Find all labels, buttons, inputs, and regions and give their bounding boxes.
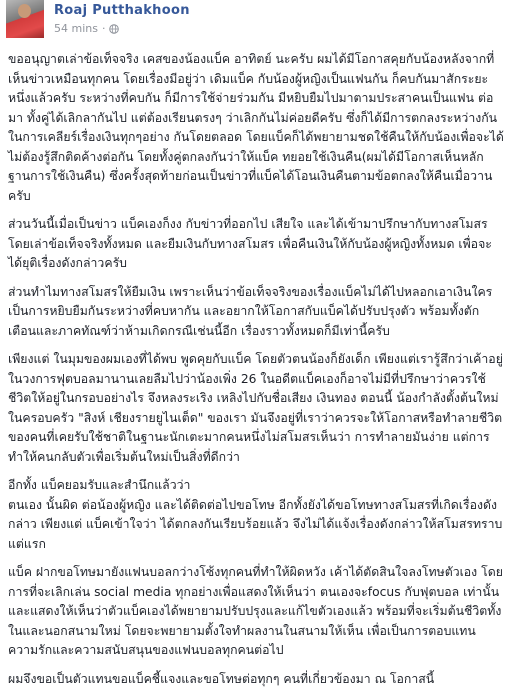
post-paragraph-3: ส่วนทำไมทางสโมสรให้ยืมเงิน เพราะเห็นว่าข้อเท็จจริงของเรื่องแบ็คไม่ได้ไปหลอกเอาเงินใคร เป็นการหยิบยืมกันระหว่างที่คบหากัน และอยากให้โอกาสกับแบ็คได้ปรับปรุงตัว พร้อมทั้งตักเตือนและภาคทัณฑ์ว่าห้ามเกิดกรณีเช่นนี้อีก เรื่องราวทั้งหมดก็มีเท่านี้ครับ — [8, 284, 493, 338]
author-name[interactable]: Roaj Putthakhoon — [54, 3, 190, 18]
post-paragraph-4: เพียงแต่ ในมุมของผมเองที่ได้พบ พูดคุยกับแบ็ค โดยตัวตนน้องก็ยังเด็ก เพียงแต่เรารู้สึกว่าเค้าอยู่ในวงการฟุตบอลมานานเลยลืมไปว่าน้องเพิ่ง 26 ในอดีตแบ็คเองก็อาจไม่มีที่ปรึกษาว่าควรใช้ชีวิตให้อยู่ในกรอบอย่างไร จึงหลงระเริง เหลิงไปกับชื่อเสียง เงินทอง ตอนนี้ น้องกำลังตั้งต้นใหม่ในครอบครัว "สิงห์ เชียงรายยูไนเต็ด" ของเรา มันจึงอยู่ที่เราว่าควรจะให้โอกาสหรือทำลายชีวิตของคนที่เคยรับใช้ชาติในฐานะนักเตะมากคนหนึ่งไม่สโมสรเห็นว่า การทำลายมันง่าย แต่การทำให้คนกลับตัวเพื่อเริ่มต้นใหม่เป็นสิ่งที่ดีกว่า — [8, 352, 503, 464]
post-meta — [54, 22, 119, 35]
post-paragraph-1: ขออนุญาตเล่าข้อเท็จจริง เคสของน้องแบ็ค อาทิตย์ นะครับ ผมได้มีโอกาสคุยกับน้องหลังจากที่เห็นข่าวเหมือนทุกคน โดยเรื่องมีอยู่ว่า เดิมแบ็ค กับน้องผู้หญิงเป็นแฟนกัน ก็คบกันมาสักระยะหนึ่งแล้วครับ ระหว่างที่คบกัน ก็มีการใช้จ่ายร่วมกัน มีหยิบยืมไปมาตามประสาคนเป็นแฟน ต่อมา ทั้งคู่ได้เลิกลากันไป แต่ต้องเรียนตรงๆ ว่าเลิกกันไม่ค่อยดีครับ ซึ่งก็ได้มีการตกลงระหว่างกันในการเคลียร์เรื่องเงินทุกๆอย่าง กันโดยตลอด โดยแบ็คก็ได้พยายามชดใช้คืนให้กับน้องเพื่อจะได้ไม่ต้องรู้สึกติดค้างต่อกัน โดยทั้งคู่ตกลงกันว่าให้แบ็ค ทยอยใช้เงินคืน(ผมได้มีโอกาสเห็นหลักฐานการใช้เงินคืน) ซึ่งครั้งสุดท้ายก่อนเป็นข่าวที่แบ็คได้โอนเงินคืนตามข้อตกลงให้คืนเมื่อวานครับ — [8, 52, 504, 203]
separator-dot: · — [101, 22, 106, 35]
post-paragraph-2: ส่วนวันนี้เมื่อเป็นข่าว แบ็คเองก็งง กับข่าวที่ออกไป เสียใจ และได้เข้ามาปรึกษากับทางสโมสร โดยเล่าข้อเท็จจริงทั้งหมด และยืมเงินกับทางสโมสร เพื่อคืนเงินให้กับน้องผู้หญิงทั้งหมด เพื่อจะได้ยุติเรื่องดังกล่าวครับ — [8, 217, 492, 270]
avatar[interactable] — [6, 0, 44, 38]
post-paragraph-7: ผมจึงขอเป็นตัวแทนขอแบ็คชี้แจงและขอโทษต่อทุกๆ คนที่เกี่ยวข้องมา ณ โอกาสนี้ — [8, 671, 435, 686]
post-header — [0, 0, 511, 46]
post-paragraph-5: อีกทั้ง แบ็คยอมรับและสำนึกแล้วว่า ตนเอง นั้นผิด ต่อน้องผู้หญิง และได้ติดต่อไปขอโทษ อีกทั้งยังได้ขอโทษทางสโมสรที่เกิดเรื่องดังกล่าว เพียงแต่ แบ็คเข้าใจว่า ได้ตกลงกันเรียบร้อยแล้ว จึงไม่ได้แจ้งเรื่องดังกล่าวให้สโมสรทราบแต่แรก — [8, 478, 503, 551]
post-timestamp[interactable]: 54 mins — [54, 22, 98, 35]
post-paragraph-6: แบ็ค ฝากขอโทษมายังแฟนบอลกว่างโซ้งทุกคนที่ทำให้ผิดหวัง เค้าได้ตัดสินใจลงโทษตัวเอง โดยการที่จะเลิกเล่น social media ทุกอย่างเพื่อแสดงให้เห็นว่า ตนเองจะfocus กับฟุตบอล เท่านั้น และแสดงให้เห็นว่าตัวแบ็คเองได้พยายามปรับปรุงและแก้ไขตัวเองแล้ว พร้อมที่จะเริ่มต้นชีวิตทั้งในและนอกสนามใหม่ โดยจะพยายามตั้งใจทำผลงานในสนามให้เห็น เพื่อเป็นการตอบแทนความรักและความสนับสนุนของแฟนบอลทุกคนต่อไป — [8, 565, 503, 657]
globe-icon[interactable] — [109, 24, 119, 34]
post-body — [8, 50, 504, 698]
